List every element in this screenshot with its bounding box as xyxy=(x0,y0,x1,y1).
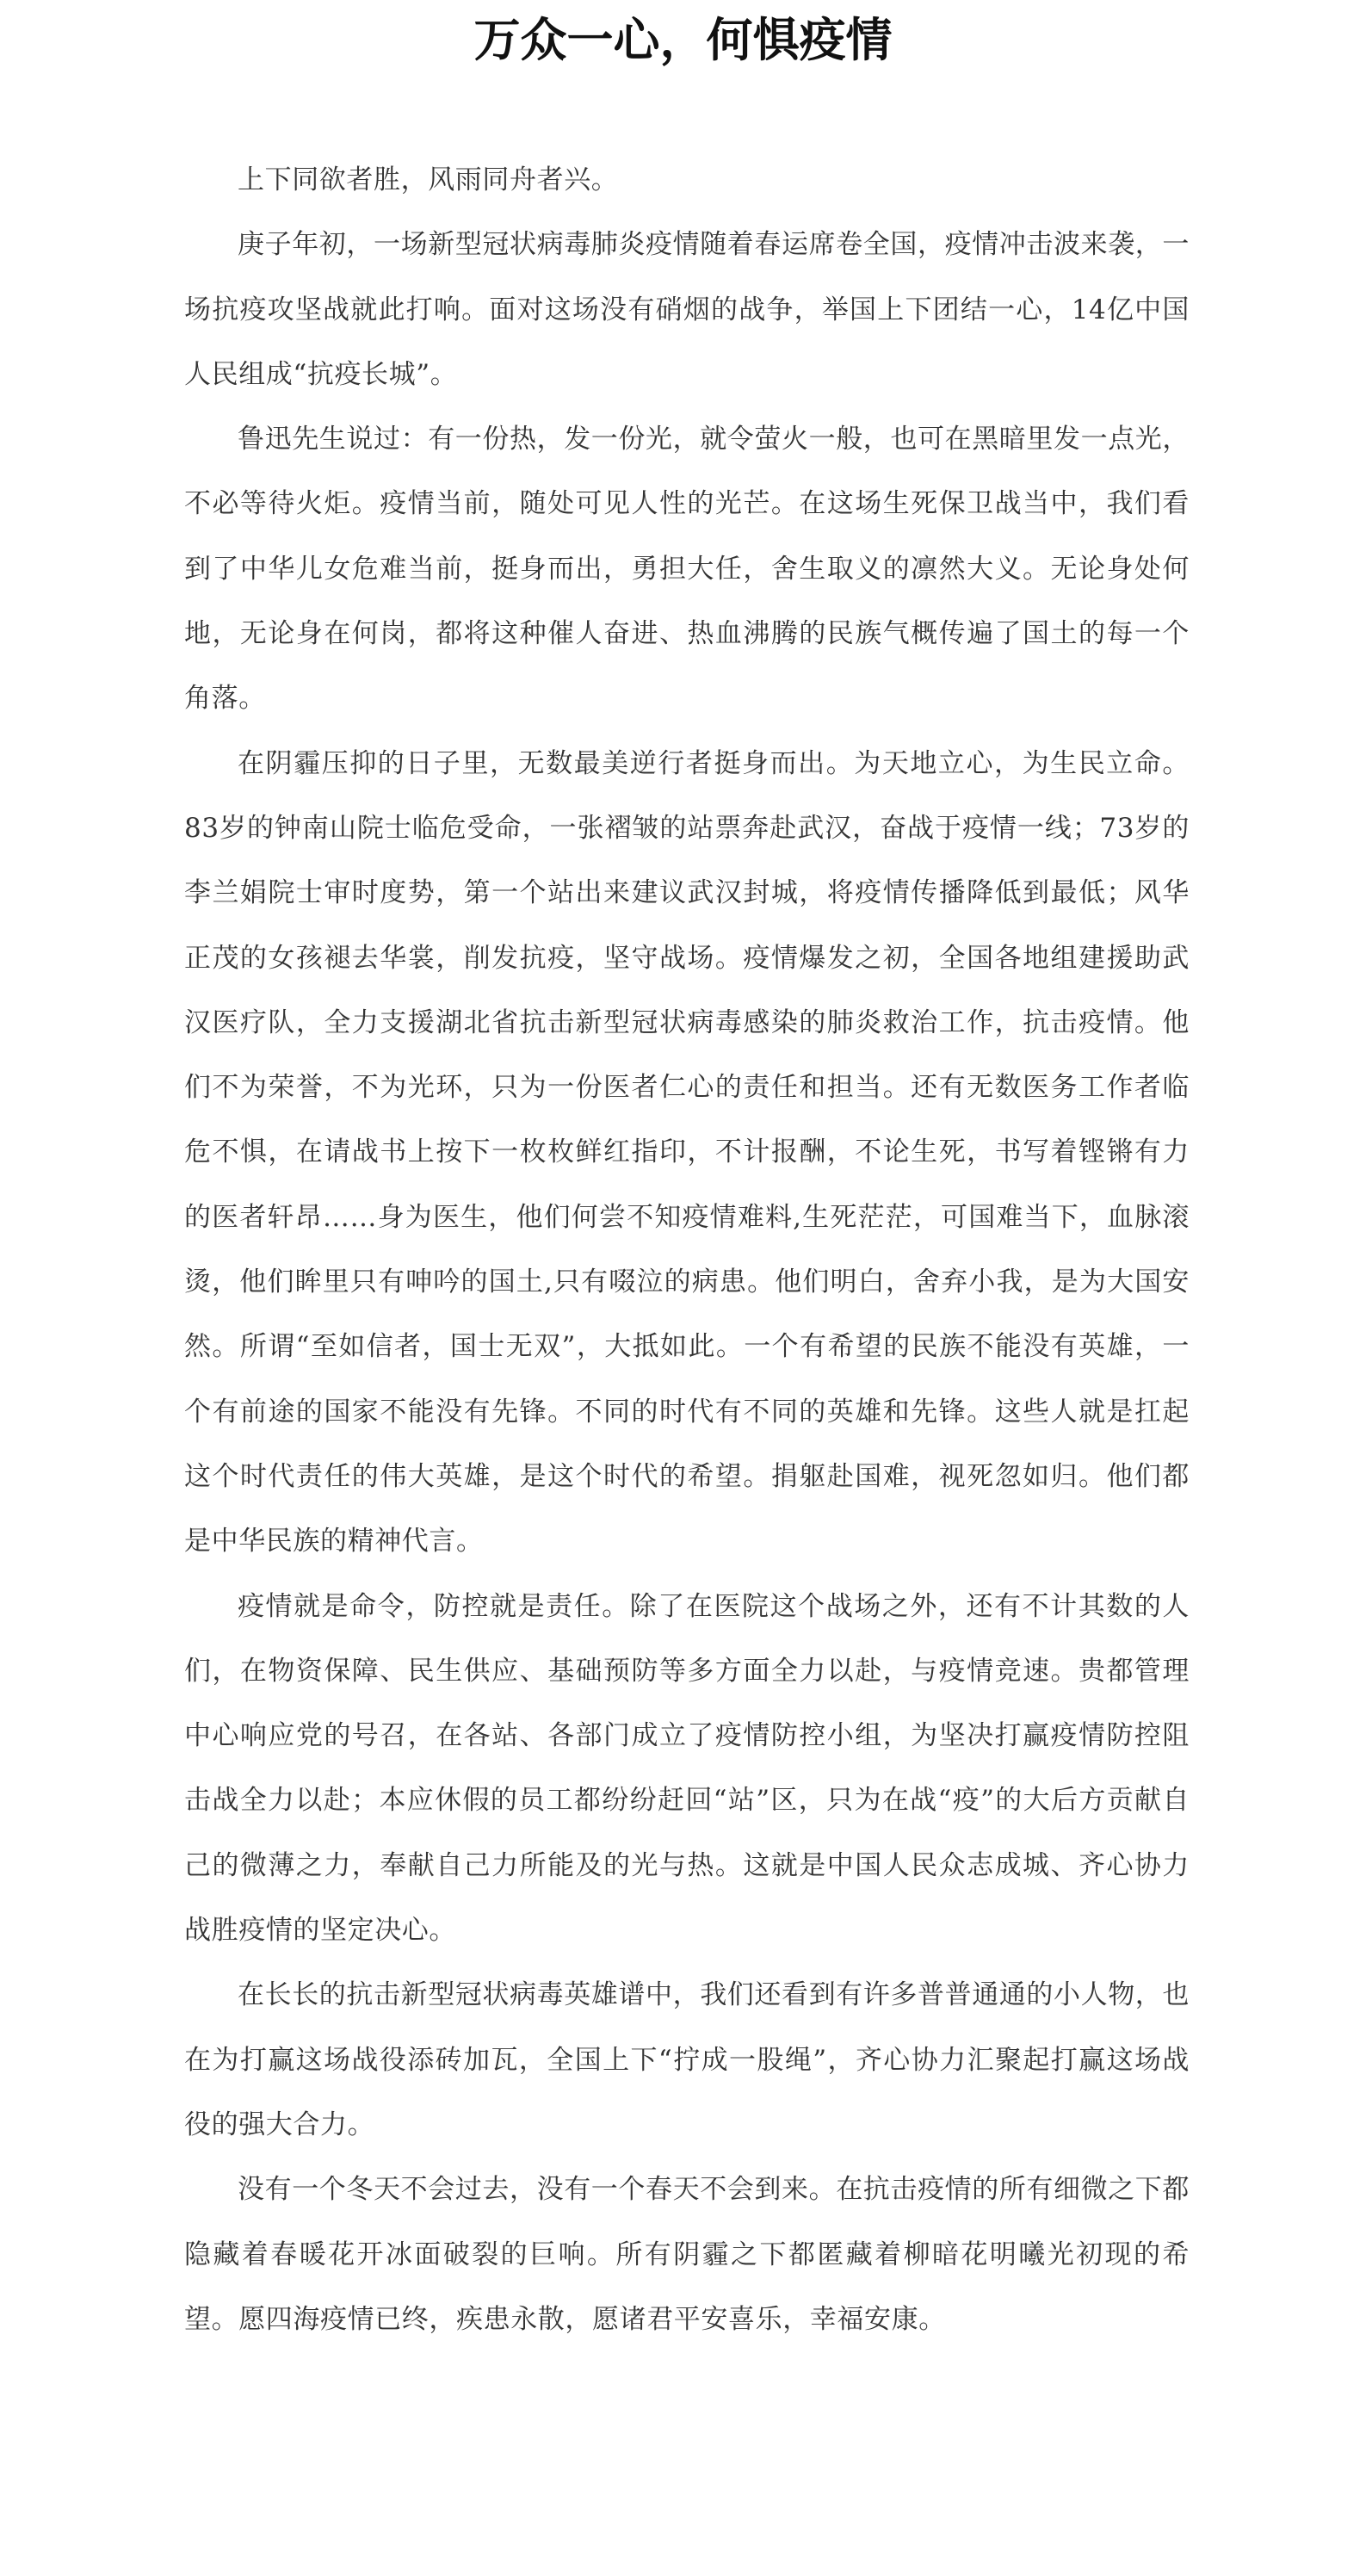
paragraph: 没有一个冬天不会过去，没有一个春天不会到来。在抗击疫情的所有细微之下都隐藏着春暖花开冰面破裂的巨响。所有阴霾之下都匿藏着柳暗花明曦光初现的希望。愿四海疫情已终，疾患永散，愿诸君平安喜乐，幸福安康。 xyxy=(184,2174,1190,2335)
document-title: 万众一心，何惧疫情 xyxy=(473,12,893,67)
paragraph: 庚子年初，一场新型冠状病毒肺炎疫情随着春运席卷全国，疫情冲击波来袭，一场抗疫攻坚战就此打响。面对这场没有硝烟的战争，举国上下团结一心，14亿中国人民组成“抗疫长城”。 xyxy=(184,229,1190,390)
paragraph: 在阴霾压抑的日子里，无数最美逆行者挺身而出。为天地立心，为生民立命。83岁的钟南山院士临危受命，一张褶皱的站票奔赴武汉，奋战于疫情一线；73岁的李兰娟院士审时度势，第一个站出来建议武汉封城，将疫情传播降低到最低；风华正茂的女孩褪去华裳，削发抗疫，坚守战场。疫情爆发之初，全国各地组建援助武汉医疗队，全力支援湖北省抗击新型冠状病毒感染的肺炎救治工作，抗击疫情。他们不为荣誉，不为光环，只为一份医者仁心的责任和担当。还有无数医务工作者临危不惧，在请战书上按下一枚枚鲜红指印，不计报酬，不论生死，书写着铿锵有力的医者轩昂……身为医生，他们何尝不知疫情难料,生死茫茫，可国难当下，血脉滚烫，他们眸里只有呻吟的国土,只有啜泣的病患。他们明白，舍弃小我，是为大国安然。所谓“至如信者，国士无双”，大抵如此。一个有希望的民族不能没有英雄，一个有前途的国家不能没有先锋。不同的时代有不同的英雄和先锋。这些人就是扛起这个时代责任的伟大英雄，是这个时代的希望。捐躯赴国难，视死忽如归。他们都是中华民族的精神代言。 xyxy=(184,747,1190,1557)
paragraph: 在长长的抗击新型冠状病毒英雄谱中，我们还看到有许多普普通通的小人物，也在为打赢这场战役添砖加瓦，全国上下“拧成一股绳”，齐心协力汇聚起打赢这场战役的强大合力。 xyxy=(184,1979,1190,2140)
paragraph: 上下同欲者胜，风雨同舟者兴。 xyxy=(238,164,619,195)
paragraph: 疫情就是命令，防控就是责任。除了在医院这个战场之外，还有不计其数的人们，在物资保障、民生供应、基础预防等多方面全力以赴，与疫情竞速。贵都管理中心响应党的号召，在各站、各部门成立了疫情防控小组，为坚决打赢疫情防控阻击战全力以赴；本应休假的员工都纷纷赶回“站”区，只为在战“疫”的大后方贡献自己的微薄之力，奉献自己力所能及的光与热。这就是中国人民众志成城、齐心协力战胜疫情的坚定决心。 xyxy=(184,1590,1190,1947)
document-body xyxy=(184,148,1190,2352)
paragraph: 鲁迅先生说过：有一份热，发一份光，就令萤火一般，也可在黑暗里发一点光，不必等待火炬。疫情当前，随处可见人性的光芒。在这场生死保卫战当中，我们看到了中华儿女危难当前，挺身而出，勇担大任，舍生取义的凛然大义。无论身处何地，无论身在何岗，都将这种催人奋进、热血沸腾的民族气概传遍了国土的每一个角落。 xyxy=(184,424,1190,715)
